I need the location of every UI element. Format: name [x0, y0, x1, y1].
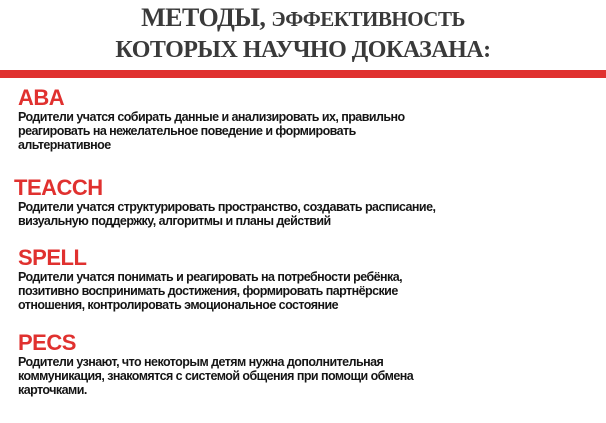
title-line-1 — [0, 2, 606, 35]
title-effectiveness: ЭФФЕКТИВНОСТЬ — [271, 7, 465, 31]
divider-bar — [0, 70, 606, 78]
method-description-aba: Родители учатся собирать данные и анализировать их, правильно реагировать на нежелательное поведение и формировать альтернативное — [18, 110, 405, 152]
method-heading-teacch: TEACCH — [14, 175, 103, 200]
method-heading-spell: SPELL — [18, 245, 87, 270]
method-section-pecs — [18, 331, 598, 397]
method-heading-pecs: PECS — [18, 330, 76, 355]
title-line-2: КОТОРЫХ НАУЧНО ДОКАЗАНА: — [115, 37, 491, 63]
method-section-spell — [18, 246, 598, 312]
method-description-pecs: Родители узнают, что некоторым детям нужна дополнительная коммуникация, знакомятся с системой общения при помощи обмена карточками. — [18, 355, 414, 397]
method-heading-aba: ABA — [18, 85, 65, 110]
method-section-aba — [18, 86, 598, 152]
title-methods: МЕТОДЫ, — [141, 3, 266, 32]
page-title — [0, 2, 606, 65]
method-section-teacch — [14, 176, 594, 228]
method-description-teacch: Родители учатся структурировать пространство, создавать расписание, визуальную поддержку, алгоритмы и планы действий — [18, 200, 436, 228]
method-description-spell: Родители учатся понимать и реагировать на потребности ребёнка, позитивно воспринимать достижения, формировать партнёрские отношения, контролировать эмоциональное состояние — [18, 270, 403, 312]
